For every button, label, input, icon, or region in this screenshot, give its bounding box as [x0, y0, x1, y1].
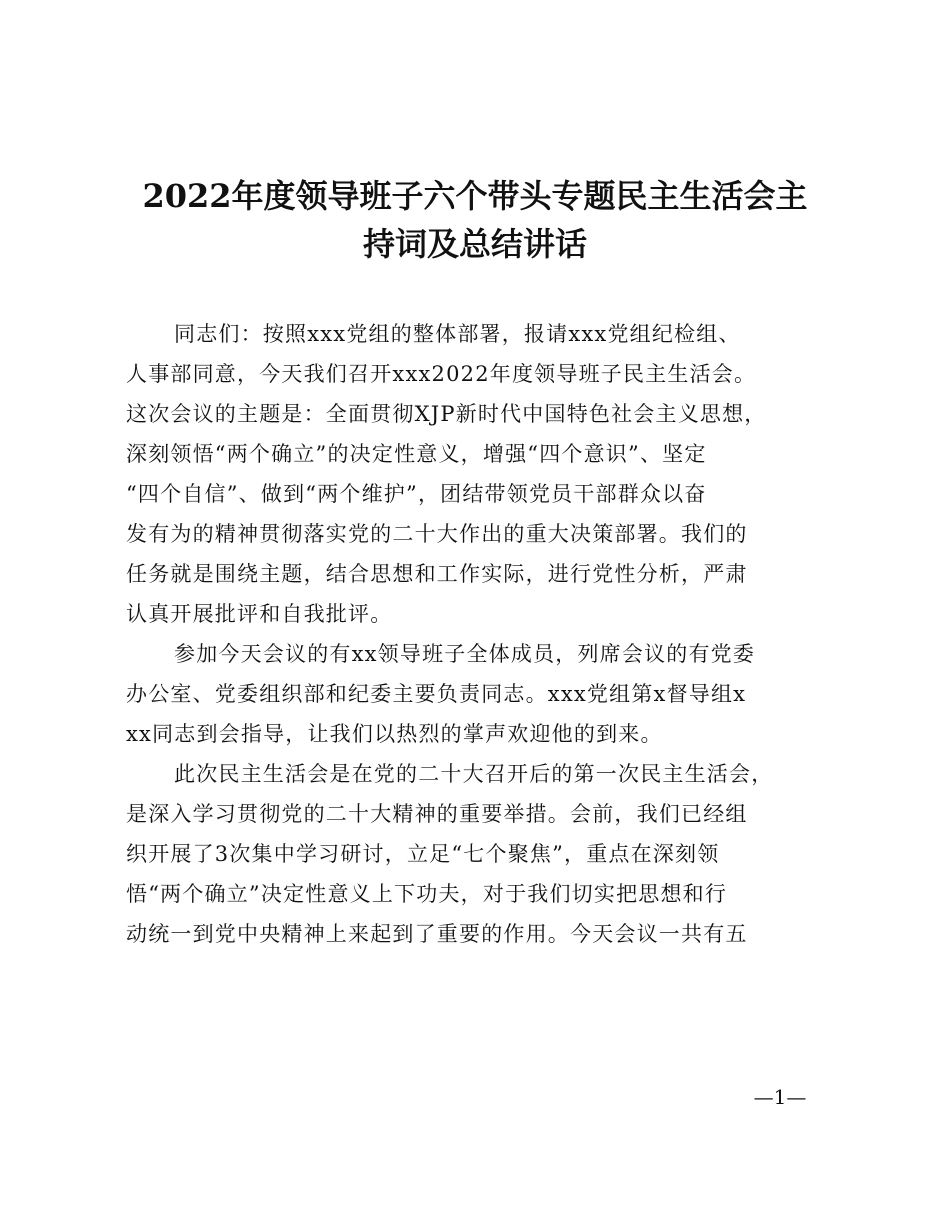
paragraph-line: 织开展了3次集中学习研讨，立足“七个聚焦”，重点在深刻领	[126, 842, 720, 866]
paragraph-line: 任务就是围绕主题，结合思想和工作实际，进行党性分析，严肃	[126, 562, 748, 586]
paragraph-line: 是深入学习贯彻党的二十大精神的重要举措。会前，我们已经组	[126, 802, 748, 826]
title-line-2: 持词及总结讲话	[362, 225, 587, 263]
paragraph-line: 这次会议的主题是：全面贯彻XJP新时代中国特色社会主义思想，	[126, 402, 767, 426]
paragraph-1	[126, 314, 836, 634]
paragraph-3	[126, 754, 836, 954]
paragraph-2	[126, 634, 836, 754]
paragraph-line: 动统一到党中央精神上来起到了重要的作用。今天会议一共有五	[126, 922, 748, 946]
paragraph-line: 人事部同意，今天我们召开xxx2022年度领导班子民主生活会。	[126, 362, 757, 386]
paragraph-line: 此次民主生活会是在党的二十大召开后的第一次民主生活会，	[174, 762, 774, 786]
paragraph-line: 同志们：按照xxx党组的整体部署，报请xxx党组纪检组、	[174, 322, 741, 346]
paragraph-line: xx同志到会指导，让我们以热烈的掌声欢迎他的到来。	[126, 722, 663, 746]
page-number: —1—	[753, 1085, 807, 1109]
paragraph-line: 悟“两个确立”决定性意义上下功夫，对于我们切实把思想和行	[126, 882, 728, 906]
paragraph-line: 发有为的精神贯彻落实党的二十大作出的重大决策部署。我们的	[126, 522, 748, 546]
paragraph-line: 参加今天会议的有xx领导班子全体成员，列席会议的有党委	[174, 642, 756, 666]
paragraph-line: 深刻领悟“两个确立”的决定性意义，增强“四个意识”、坚定	[126, 442, 707, 466]
document-title	[110, 172, 840, 268]
paragraph-line: 认真开展批评和自我批评。	[126, 602, 393, 626]
document-body	[126, 314, 836, 954]
paragraph-line: “四个自信”、做到“两个维护”，团结带领党员干部群众以奋	[126, 482, 707, 506]
paragraph-line: 办公室、党委组织部和纪委主要负责同志。xxx党组第x督导组x	[126, 682, 747, 706]
title-line-1: 2022年度领导班子六个带头专题民主生活会主	[142, 177, 808, 215]
